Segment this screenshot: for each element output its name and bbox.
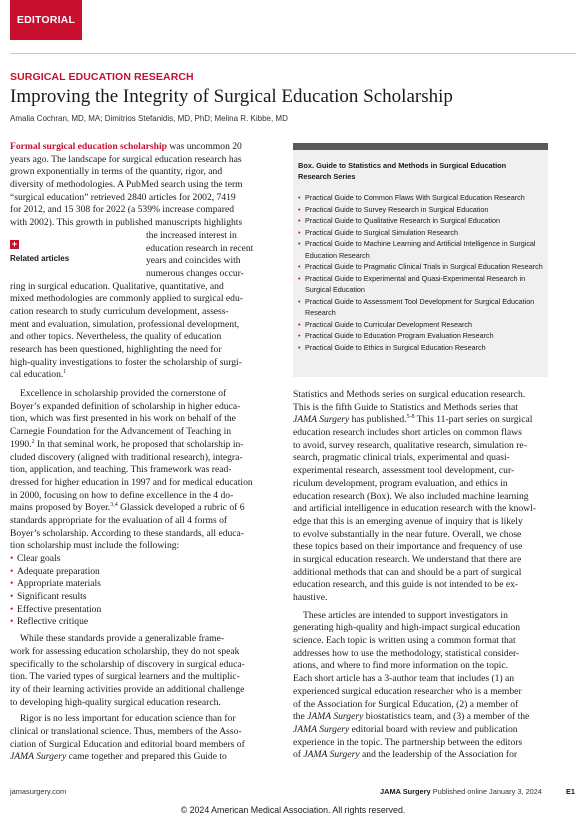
text-line: with 2002). This growth in published manuscripts highlights [10, 217, 243, 229]
citation[interactable]: 3,4 [110, 502, 118, 509]
publication-info [380, 787, 542, 796]
sidebar-box [293, 143, 548, 377]
text-span: biostatistics team, and (3) a member of the [363, 711, 530, 723]
text-line: to evolve substantially in the near future. Overall, we chose [293, 528, 522, 540]
text-line: These articles are intended to support investigators in [303, 609, 508, 621]
site-url[interactable]: jamasurgery.com [10, 787, 67, 796]
text-span: 1990. [10, 438, 32, 450]
text-line: standards appropriate for the evaluation of all 4 forms of [10, 514, 228, 526]
journal-name: JAMA Surgery [293, 723, 350, 735]
text-line [10, 141, 273, 154]
text-line: tion scholarship must include the following: [10, 540, 180, 552]
text-line: Excellence in scholarship provided the cornerstone of [20, 388, 227, 400]
list-item: • Appropriate materials [10, 578, 273, 591]
text-line [10, 502, 273, 515]
text-line: edge that this is an emerging avenue of inquiry that is likely [293, 515, 523, 527]
box-list-item: • Practical Guide to Ethics in Surgical Education Research [298, 342, 543, 354]
text-span: editorial board with review and publication [349, 723, 518, 735]
text-line: search, pragmatic clinical trials, experimental and quasi- [293, 452, 510, 464]
journal-name: JAMA Surgery [10, 751, 67, 763]
article-type-tag: EDITORIAL [10, 0, 82, 40]
text-line: riculum development, program evaluation, and ethics in [293, 477, 508, 489]
paragraph [10, 388, 273, 553]
text-line: specifically to the scholarship of discovery in surgical educa- [10, 658, 245, 670]
box-list-item: • Practical Guide to Experimental and Quasi-Experimental Research in Surgical Education [298, 273, 543, 296]
citation[interactable]: 2 [31, 438, 35, 445]
citation[interactable]: 1 [63, 369, 67, 376]
list-item: • Significant results [10, 591, 273, 604]
text-line [10, 751, 273, 764]
journal-name: JAMA Surgery [380, 787, 431, 796]
text-line: dressed for higher education in 1997 and for medical education [10, 476, 253, 488]
text-line: clinical or translational science. Thus, members of the Asso- [10, 725, 242, 737]
text-line: in surgical education research. We understand that there are [293, 553, 522, 565]
text-line: grown exponentially in terms of the quantity, rigor, and [10, 166, 223, 178]
text-line: Statistics and Methods series on surgical education research. [293, 389, 526, 400]
author-list: Amalia Cochran, MD, MA; Dimitrios Stefanidis, MD, PhD; Melina R. Kibbe, MD [10, 114, 288, 123]
text-line: these topics based on their importance and frequency of use [293, 541, 523, 553]
text-span: of [293, 749, 304, 761]
text-line: experimental research, assessment tool development, cur- [293, 465, 515, 477]
page-number: E1 [566, 787, 576, 796]
text-line: experience in the topic. The partnership between the editors [293, 736, 523, 748]
text-line: education research includes short articles on common flaws [293, 427, 522, 439]
text-line: Carnegie Foundation for the Advancement of Teaching in [10, 426, 232, 438]
text-line [293, 724, 548, 737]
text-line: years and coincides with [146, 255, 241, 267]
text-span: Glassick developed a rubric of 6 [117, 502, 245, 514]
text-line: for 2012, and 15 308 for 2022 (a 539% increase compared [10, 204, 235, 216]
text-line [293, 414, 548, 427]
text-line: Boyer’s expanded definition of scholarship in higher educa- [10, 400, 241, 412]
text-span: has published. [349, 414, 407, 426]
box-list-item: • Practical Guide to Assessment Tool Development for Surgical Education Research [298, 296, 543, 319]
text-line: Boyer’s scholarship. According to these standards, all educa- [10, 527, 245, 539]
plus-icon[interactable]: + [11, 239, 18, 249]
list-item: • Adequate preparation [10, 566, 273, 579]
text-line: and artificial intelligence in education research with the knowl- [293, 503, 536, 515]
box-list-item: • Practical Guide to Education Program Evaluation Research [298, 330, 543, 342]
related-articles-label[interactable]: Related articles [10, 254, 70, 263]
text-line: education research in recent [146, 242, 254, 254]
text-line: cation research to study curriculum development, assess- [10, 305, 229, 317]
box-list-item: • Practical Guide to Qualitative Research in Surgical Education [298, 215, 543, 227]
text-line: and other topics. Nevertheless, the quality of education [10, 331, 222, 343]
text-line: While these standards provide a generalizable frame- [20, 633, 225, 645]
text-span: This is the fifth Guide to Statistics and Methods series that [293, 401, 518, 413]
box-list-item: • Practical Guide to Pragmatic Clinical Trials in Surgical Education Research [298, 261, 543, 273]
publish-date: Published online January 3, 2024 [432, 787, 543, 796]
text-line: of the Association for Surgical Education, (2) a member of [293, 698, 519, 710]
box-title: Box. Guide to Statistics and Methods in Surgical Education Research Series [298, 161, 507, 182]
text-line: Rigor is no less important for education science than for [20, 713, 236, 725]
text-line: Each short article has a 3-author team that includes (1) an [293, 673, 515, 685]
article-title: Improving the Integrity of Surgical Education Scholarship [10, 86, 453, 107]
paragraph [293, 610, 548, 762]
citation[interactable]: 5-8 [406, 414, 415, 421]
text-span: In that seminal work, he proposed that scholarship in- [34, 438, 244, 450]
text-span: the [293, 711, 308, 723]
text-line: ring in surgical education. Qualitative, quantitative, and [10, 280, 224, 292]
list-item: • Effective presentation [10, 604, 273, 617]
text-line: science. Each topic is written using a common format that [293, 635, 516, 647]
text-line: ciation of Surgical Education and editorial board members of [10, 738, 245, 750]
journal-name: JAMA Surgery [293, 414, 350, 426]
text-line: research has been questioned, highlighting the need for [10, 344, 222, 355]
journal-name: JAMA Surgery [303, 749, 360, 761]
text-line: ment and evaluation, simulation, professional development, [10, 318, 240, 330]
text-span: cal education. [10, 369, 64, 381]
text-line: in 2000, focusing on how to define excellence in the 4 do- [10, 489, 234, 501]
box-list-item: • Practical Guide to Surgical Simulation Research [298, 227, 543, 239]
text-span: mains proposed by Boyer. [10, 502, 111, 514]
text-span: was uncommon 20 [169, 141, 242, 152]
header-divider [10, 53, 576, 54]
right-column [293, 389, 548, 762]
text-line: ity of their learning activities provide an additional challenge [10, 683, 245, 695]
related-articles[interactable] [10, 240, 120, 263]
text-line: experienced surgical education researcher who is a member [293, 685, 522, 697]
box-list [298, 192, 543, 353]
copyright: © 2024 American Medical Association. All rights reserved. [180, 805, 406, 815]
journal-name: JAMA Surgery [307, 711, 364, 723]
text-line: additional methods that can and should be a part of surgical [293, 566, 522, 578]
box-list-item: • Practical Guide to Common Flaws With Surgical Education Research [298, 192, 543, 204]
text-line [293, 402, 548, 415]
section-label: SURGICAL EDUCATION RESEARCH [10, 71, 194, 83]
text-line: education research (Box). We also included machine learning [293, 490, 529, 502]
text-span: and the leadership of the Association for [359, 749, 518, 761]
text-line: “surgical education” retrieved 2840 articles for 2002, 7419 [10, 191, 236, 203]
lead-in: Formal surgical education scholarship [10, 141, 167, 152]
text-line [10, 369, 273, 382]
text-line [293, 711, 548, 724]
text-line [293, 749, 548, 762]
paragraph [10, 713, 273, 764]
text-line: tion. The varied types of surgical learners and the multiplic- [10, 671, 240, 683]
box-list-item: • Practical Guide to Survey Research in Surgical Education [298, 204, 543, 216]
list-item: • Reflective critique [10, 616, 273, 629]
text-line: ations, and where to find more information on the topic. [293, 660, 509, 672]
text-span: This 11-part series on surgical [414, 414, 533, 426]
text-line: tion, which was first presented in his work on behalf of the [10, 413, 236, 425]
list-item: • Clear goals [10, 553, 273, 566]
text-line: work for assessing education scholarship, they do not speak [10, 645, 240, 657]
text-line: numerous changes occur- [146, 267, 244, 279]
text-line: years ago. The landscape for surgical education research has [10, 153, 242, 165]
text-line: mixed methodologies are commonly applied to surgical edu- [10, 293, 243, 305]
text-line: tion, application, and teaching. This framework was read- [10, 464, 232, 476]
text-line: diversity of methodologies. A PubMed search using the term [10, 179, 243, 191]
left-column [10, 141, 273, 764]
text-span: came together and prepared this Guide to [66, 751, 227, 763]
text-line: addresses how to use the methodology, statistical consider- [293, 647, 520, 659]
text-line: high-quality investigations to foster the scholarship of surgi- [10, 356, 242, 368]
text-line: education research, and this guide is not intended to be ex- [293, 579, 519, 591]
paragraph [10, 633, 273, 709]
standards-list [10, 553, 273, 629]
text-line: cluded discovery (aligned with traditional research), integra- [10, 451, 243, 463]
box-list-item: • Practical Guide to Machine Learning and Artificial Intelligence in Surgical Education Research [298, 238, 543, 261]
text-line: generating high-quality and high-impact surgical education [293, 622, 521, 634]
text-line [10, 439, 273, 452]
text-line: to avoid, survey research, qualitative research, simulation re- [293, 439, 527, 451]
text-line: to developing high-quality surgical education research. [10, 696, 221, 708]
box-list-item: • Practical Guide to Curricular Development Research [298, 319, 543, 331]
text-line: the increased interest in [146, 229, 237, 241]
text-line: haustive. [293, 592, 328, 603]
